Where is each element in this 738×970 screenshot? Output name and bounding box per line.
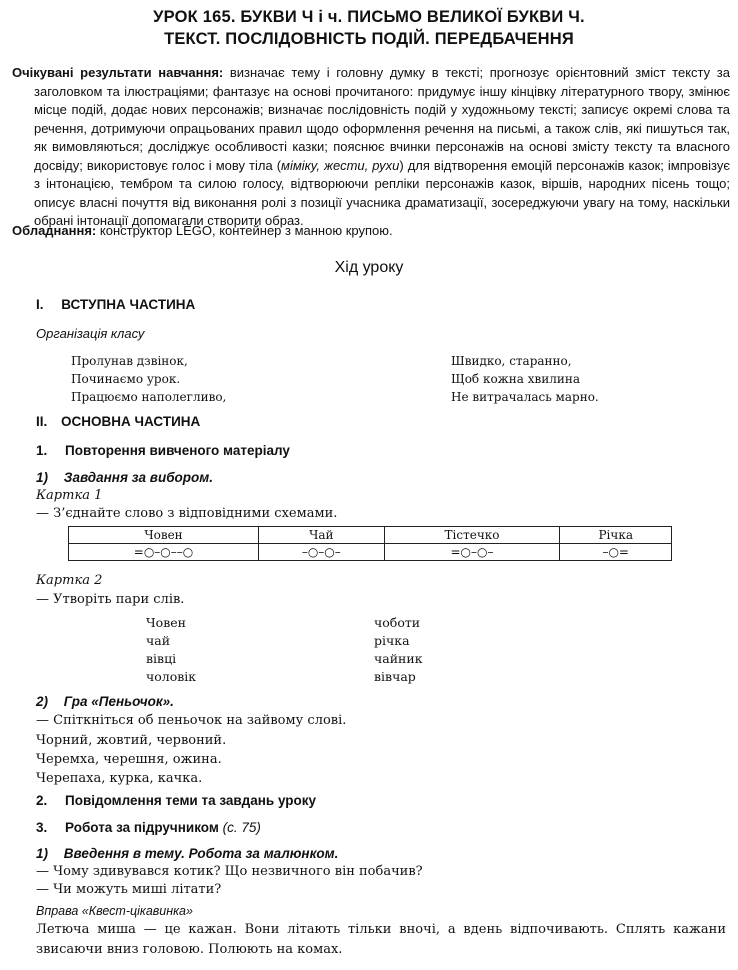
scheme-cell: –○=	[560, 544, 672, 561]
equipment-text: конструктор LEGO, контейнер з манною крупою.	[96, 223, 393, 238]
task2-title: Гра «Пеньочок».	[63, 694, 174, 709]
item2-heading	[36, 793, 316, 808]
equipment-label: Обладнання:	[12, 223, 97, 238]
learning-outcomes	[12, 64, 730, 231]
task2-line: Черемха, черешня, ожина.	[36, 752, 222, 767]
pairs-right	[374, 614, 423, 686]
item1-number: 1.	[36, 443, 48, 458]
outcomes-label: Очікувані результати навчання:	[12, 65, 224, 80]
scheme-cell: =○–○––○	[69, 544, 259, 561]
lesson-title-line1: УРОК 165. БУКВИ Ч і ч. ПИСЬМО ВЕЛИКОЇ БУКВИ Ч.	[153, 8, 585, 26]
item2-title: Повідомлення теми та завдань уроку	[65, 793, 317, 808]
task3-question: — Чи можуть миші літати?	[36, 882, 222, 897]
task2-number: 2)	[36, 694, 49, 709]
poem-right-line: Швидко, старанно,	[451, 354, 572, 368]
pair-word: Човен	[146, 615, 186, 630]
poem-left	[71, 352, 226, 406]
poem-left-line: Працюємо наполегливо,	[71, 390, 227, 404]
lesson-title	[0, 6, 738, 50]
poem-left-line: Починаємо урок.	[71, 372, 181, 386]
poem-right	[451, 352, 599, 406]
pairs-left	[146, 614, 196, 686]
task2-heading	[36, 694, 174, 709]
outcomes-italic: міміку, жести, рухи	[281, 157, 400, 173]
pair-word: річка	[374, 633, 410, 648]
task3-question: — Чому здивувався котик? Що незвичного він побачив?	[36, 864, 423, 879]
section1-subtitle: Організація класу	[36, 326, 145, 341]
task3-number: 1)	[36, 846, 49, 861]
task2-line: Черепаха, курка, качка.	[36, 771, 203, 786]
section1-heading	[36, 297, 195, 312]
poem-right-line: Щоб кожна хвилина	[451, 372, 580, 386]
pair-word: чай	[146, 633, 171, 648]
poem-right-line: Не витрачалась марно.	[451, 390, 599, 404]
pair-word: чайник	[374, 651, 423, 666]
item1-heading	[36, 443, 290, 458]
item3-title: Робота за підручником	[65, 820, 219, 835]
word-cell: Чай	[259, 527, 385, 544]
item2-number: 2.	[36, 793, 48, 808]
equipment	[12, 222, 730, 240]
scheme-cell: –○–○–	[259, 544, 385, 561]
card1-title: Картка 1	[36, 488, 103, 503]
pair-word: чоботи	[374, 615, 421, 630]
section1-number: І.	[36, 297, 44, 312]
course-heading: Хід уроку	[334, 259, 404, 276]
poem-left-line: Пролунав дзвінок,	[71, 354, 188, 368]
task1-heading	[36, 470, 213, 485]
item3-number: 3.	[36, 820, 48, 835]
word-cell: Річка	[560, 527, 672, 544]
task1-number: 1)	[36, 470, 49, 485]
section1-title: ВСТУПНА ЧАСТИНА	[61, 297, 196, 312]
card1-instruction: — З’єднайте слово з відповідними схемами.	[36, 506, 338, 521]
task1-title: Завдання за вибором.	[63, 470, 214, 485]
section2-heading	[36, 414, 200, 429]
pair-word: вівчар	[374, 669, 416, 684]
table-row	[69, 544, 672, 561]
item3-page-ref: (с. 75)	[222, 820, 261, 835]
card2-instruction: — Утворіть пари слів.	[36, 592, 185, 607]
pair-word: чоловік	[146, 669, 197, 684]
task3-heading	[36, 846, 338, 861]
scheme-cell: =○–○–	[384, 544, 560, 561]
item3-heading	[36, 820, 261, 835]
task3-title: Введення в тему. Робота за малюнком.	[63, 846, 339, 861]
word-scheme-table	[68, 526, 672, 561]
pair-word: вівці	[146, 651, 177, 666]
exercise-title: Вправа «Квест-цікавинка»	[36, 904, 193, 918]
lesson-title-line2: ТЕКСТ. ПОСЛІДОВНІСТЬ ПОДІЙ. ПЕРЕДБАЧЕННЯ	[164, 30, 574, 48]
outcomes-text-1: визначає тему і головну думку в тексті; прогнозує орієнтовний зміст тексту за заголовком та ілюстраціями; фантазує на основі прочитаного: придумує іншу кінцівку літературного твору, змінює місце подій, додає нових персонажів; визначає послідовність подій у художньому тексті; записує окремі слова та речення, дотримуючи опрацьованих правил щодо оформлення речення на письмі, а також слів, які пишуться так, як вимовляються; досліджує особливості казки; пояснює вчинки персонажів на основі змісту тексту та власного досвіду; використовує голос і мову тіла (	[34, 65, 730, 173]
card2-title: Картка 2	[36, 573, 103, 588]
word-cell: Човен	[69, 527, 259, 544]
section2-number: ІІ.	[36, 414, 48, 429]
word-cell: Тістечко	[384, 527, 560, 544]
task2-instruction: — Спіткніться об пеньочок на зайвому слові.	[36, 713, 347, 728]
outcomes-text-2: ) для відтворення емоцій персонажів казок; імпровізує з інтонацією, тембром та силою голосу, відтворюючи репліки персонажів казок, віршів, народних пісень тощо; описує власні почуття від виконання ролі з позиції учасника драматизації, зосереджуючи увагу на тому, наскільки обрані інтонації допомагали створити образ.	[34, 157, 730, 228]
exercise-text: Летюча миша — це кажан. Вони літають тільки вночі, а вдень відпочивають. Сплять кажани звисаючи вниз головою. Полюють на комах.	[36, 922, 726, 957]
task2-line: Чорний, жовтий, червоний.	[36, 733, 227, 748]
section2-title: ОСНОВНА ЧАСТИНА	[61, 414, 201, 429]
table-row	[69, 527, 672, 544]
item1-title: Повторення вивченого матеріалу	[65, 443, 290, 458]
